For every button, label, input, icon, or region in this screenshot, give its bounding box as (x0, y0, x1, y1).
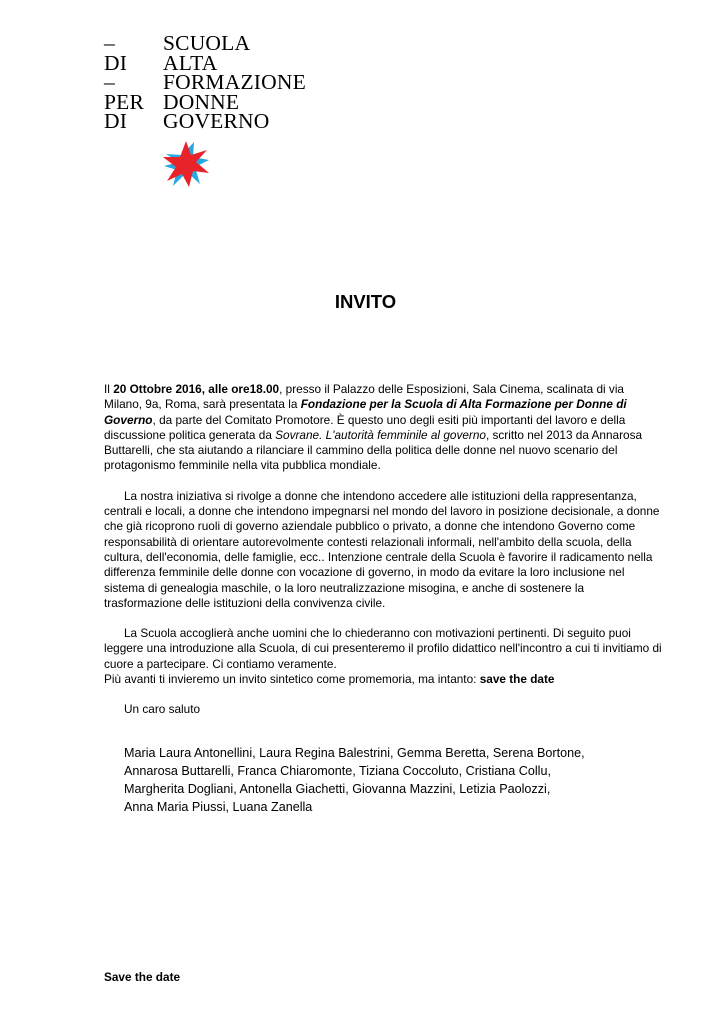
logo-left-text: – (104, 70, 115, 94)
event-date-time: 20 Ottobre 2016, alle ore18.00 (113, 382, 280, 396)
logo-left-text: – (104, 31, 115, 55)
star-red-shape (163, 141, 209, 187)
closing-greeting: Un caro saluto (124, 702, 201, 716)
foundation-name: Fondazione per la Scuola di Alta Formazione per Donne di Governo (104, 397, 627, 427)
paragraph-intro (104, 382, 664, 474)
text-run: , scritto nel 2013 da Annarosa Buttarelli, che sta aiutando a rilanciare il cammino della politica delle donne nel nuovo scenario del protagonismo femminile nella vita pubblica mondiale. (104, 427, 643, 473)
paragraph-men-welcome: La Scuola accoglierà anche uomini che lo chiederanno con motivazioni pertinenti. Di seguito puoi leggere una introduzione alla Scuola, di cui presenteremo il profilo didattico nell'incontro a cui ti invitiamo di cuore a partecipare. Ci contiamo veramente. (104, 626, 662, 671)
logo-left-text: DI (104, 109, 128, 133)
logo-right-text: DONNE (163, 89, 240, 114)
logo-right-text: ALTA (163, 50, 218, 75)
title-text: INVITO (334, 291, 397, 312)
logo-right-text: SCUOLA (163, 31, 251, 55)
page-title (0, 291, 725, 313)
logo-right-text: GOVERNO (163, 109, 270, 133)
signature-line: Maria Laura Antonellini, Laura Regina Balestrini, Gemma Beretta, Serena Bortone, (124, 746, 585, 760)
signature-line: Annarosa Buttarelli, Franca Chiaromonte, Tiziana Coccoluto, Cristiana Collu, (124, 764, 551, 778)
footer-save-the-date: Save the date (104, 970, 181, 984)
text-run: Più avanti ti invieremo un invito sintetico come promemoria, ma intanto: (104, 672, 480, 687)
school-logo-wordmark (104, 31, 306, 133)
signatures-block (124, 744, 684, 816)
text-run: , da parte del Comitato Promotore. È questo uno degli esiti più importanti del lavoro e della discussione politica generata da (104, 412, 626, 442)
signature-line: Margherita Dogliani, Antonella Giachetti, Giovanna Mazzini, Letizia Paolozzi, (124, 782, 551, 796)
logo-left-text: PER (104, 89, 145, 114)
logo-left-text: DI (104, 50, 128, 75)
book-title: Sovrane. L'autorità femminile al governo (275, 427, 486, 442)
star-logo-icon (162, 140, 212, 188)
save-the-date-inline: save the date (479, 672, 555, 687)
invitation-body (104, 382, 664, 687)
text-run: , presso il Palazzo delle Esposizioni, Sala Cinema, scalinata di via Milano, 9a, Roma, sarà presentata la (104, 382, 624, 412)
logo-row (104, 109, 306, 133)
paragraph-reminder (104, 672, 664, 687)
text-run: Il (104, 382, 114, 396)
signature-line: Anna Maria Piussi, Luana Zanella (124, 800, 313, 814)
logo-right-text: FORMAZIONE (163, 70, 306, 94)
paragraph-target-audience: La nostra iniziativa si rivolge a donne che intendono accedere alle istituzioni della rappresentanza, centrali e locali, a donne che intendono impegnarsi nel mondo del lavoro in posizione decisionale, a donne che già ricoprono ruoli di governo aziendale pubblico o privato, a donne che intendono Governo come responsabilità di orientare autorevolmente contesti relazionali informali, nell'ambito della scuola, della cultura, dell'economia, delle famiglie, ecc.. Intenzione centrale della Scuola è favorire il radicamento nella differenza femminile delle donne con vocazione di governo, in modo da evitare la loro inclusione nel sistema di genealogia maschile, o la loro neutralizzazione misogina, e anche di sostenere la trasformazione delle istituzioni della convivenza civile. (104, 488, 660, 610)
